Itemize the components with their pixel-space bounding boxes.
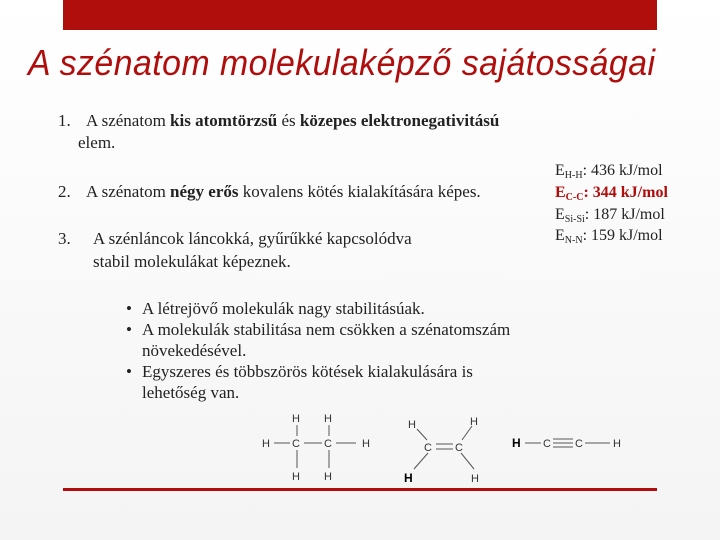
ethane-h-left: H xyxy=(262,438,270,450)
ethane-h-bottom-2: H xyxy=(324,471,332,483)
ethane-c-2: C xyxy=(324,438,332,450)
ethene-h-bottom-left: H xyxy=(404,471,413,485)
ethyne-c-1: C xyxy=(543,438,551,450)
ethene-c-1: C xyxy=(424,442,432,454)
ethene-h-bottom-right: H xyxy=(471,473,479,485)
item-2-number: 2. xyxy=(58,182,71,201)
ethyne-c-2: C xyxy=(575,438,583,450)
item-2-text: A szénatom négy erős kovalens kötés kialakítására képes. xyxy=(86,182,481,201)
ethene-h-top-left: H xyxy=(408,419,416,431)
ethane-c-1: C xyxy=(292,438,300,450)
bullet-bond-types: • Egyszeres és többszörös kötések kialakulására is lehetőség van. xyxy=(126,361,582,403)
item-3-number: 3. xyxy=(58,229,71,248)
bullet-chain-length: • A molekulák stabilitása nem csökken a szénatomszám növekedésével. xyxy=(126,319,582,361)
ethyne-h-right: H xyxy=(613,438,621,450)
bottom-accent-bar xyxy=(63,488,657,491)
ethene-c-2: C xyxy=(455,442,463,454)
ethene-formula xyxy=(414,426,474,469)
ethane-formula xyxy=(274,425,356,468)
ethyne-formula xyxy=(525,439,610,447)
ethane-h-top-1: H xyxy=(292,413,300,425)
item-1-number: 1. xyxy=(58,111,71,130)
page-title: A szénatom molekulaképző sajátosságai xyxy=(28,42,656,83)
item-3-line-2: stabil molekulákat képeznek. xyxy=(93,252,291,271)
ethane-h-top-2: H xyxy=(324,413,332,425)
item-1-line-1: A szénatom kis atomtörzsű és közepes elektronegativitású xyxy=(86,111,500,130)
bullet-stability: • A létrejövő molekulák nagy stabilitásúak. xyxy=(126,298,582,319)
ethane-h-bottom-1: H xyxy=(292,471,300,483)
ethyne-h-left: H xyxy=(512,436,521,450)
energy-si-si: $E_{Si-Si}$: 187 kJ/mol xyxy=(555,206,665,225)
energy-h-h: $E_{H-H}$: 436 kJ/mol xyxy=(555,162,663,181)
energy-c-c: $E_{C-C}$: 344 kJ/mol xyxy=(555,184,668,203)
item-1-line-2: elem. xyxy=(78,133,116,152)
ethene-h-top-right: H xyxy=(470,416,478,428)
item-3-line-1: A szénláncok láncokká, gyűrűkké kapcsolódva xyxy=(93,229,412,248)
energy-n-n: $E_{N-N}$: 159 kJ/mol xyxy=(555,227,663,246)
ethane-h-right: H xyxy=(362,438,370,450)
